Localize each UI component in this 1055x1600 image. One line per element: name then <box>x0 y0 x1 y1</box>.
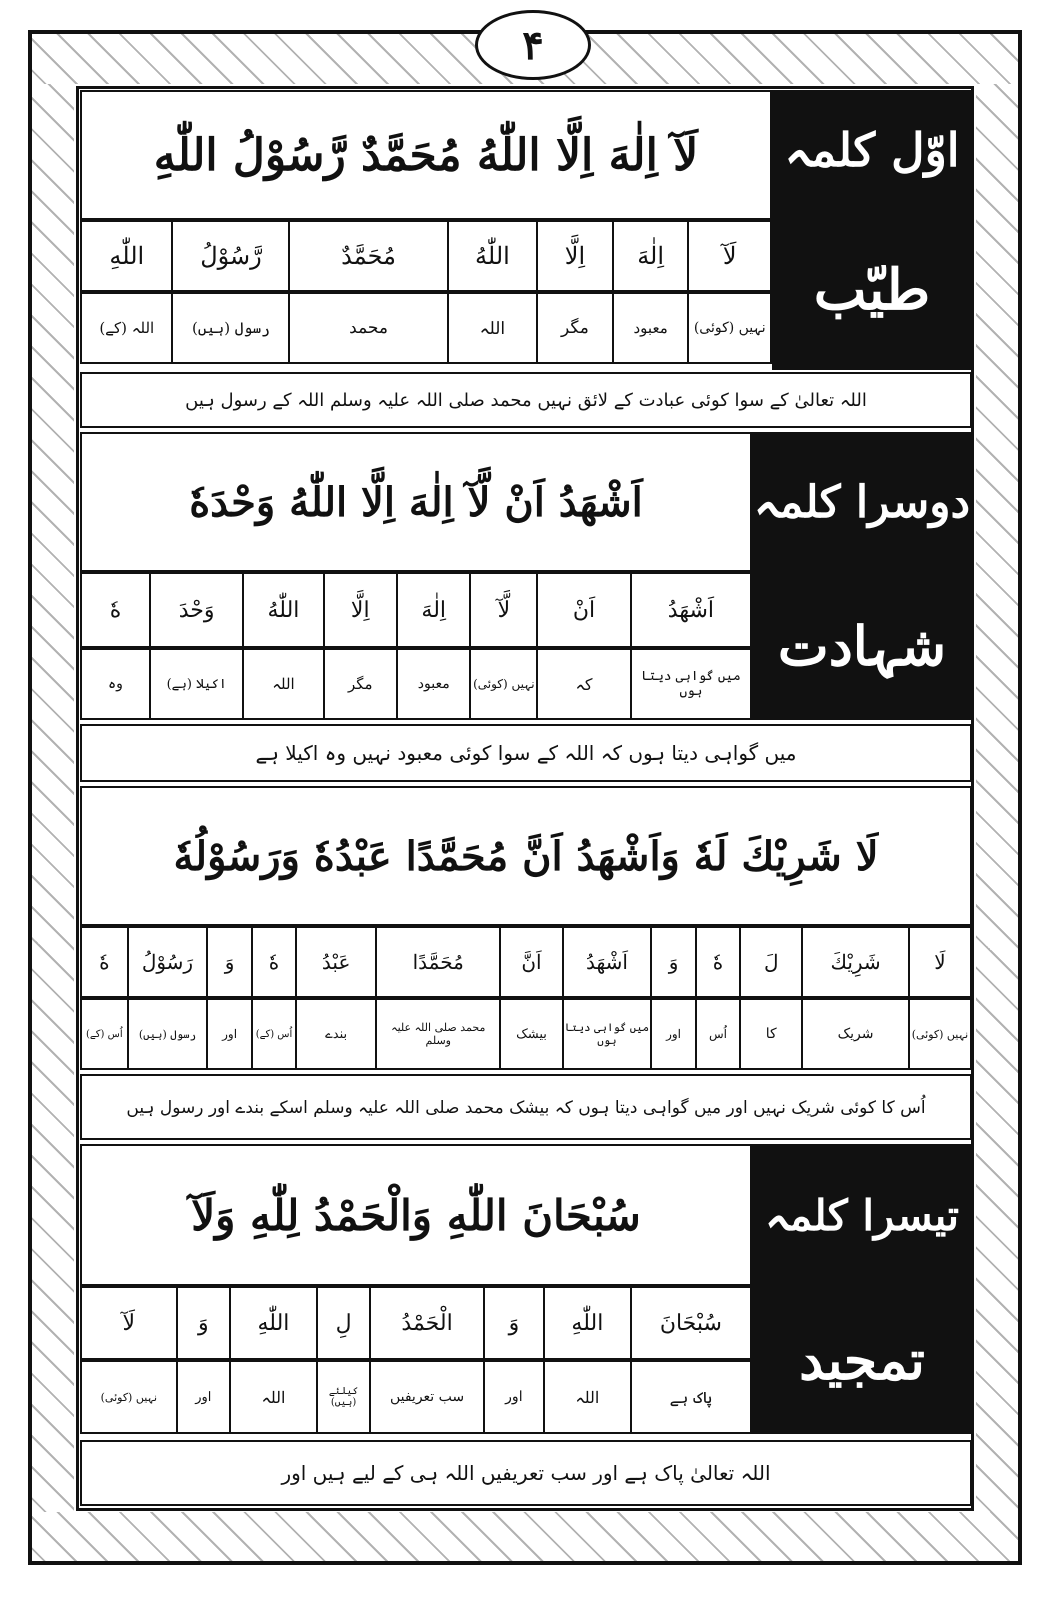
meaning-cell: میں گواہی دیتا ہوں <box>630 650 750 718</box>
word-cell: اللّٰهُ <box>447 222 536 290</box>
meaning-cell: نہیں (کوئی) <box>687 294 770 362</box>
kalima2-translation-line1: میں گواہی دیتا ہوں کہ اللہ کے سوا کوئی معبود نہیں وہ اکیلا ہے <box>80 724 972 782</box>
meaning-cell: اور <box>176 1362 229 1432</box>
meaning-cell: نہیں (کوئی) <box>100 1390 158 1404</box>
word-cell: سُبْحَانَ <box>630 1288 750 1358</box>
word-cell: وَ <box>650 928 694 996</box>
kalima2-arabic-line2: لَا شَرِيْكَ لَهٗ وَاَشْهَدُ اَنَّ مُحَمَّدًا عَبْدُهٗ وَرَسُوْلُهٗ <box>80 786 972 926</box>
meaning-cell: مگر <box>323 650 396 718</box>
meaning-cell: اللہ <box>229 1362 316 1432</box>
meaning-cell: شریک <box>801 1000 908 1068</box>
word-cell: لَا <box>908 928 970 996</box>
meaning-cell: نہیں (کوئی) <box>469 650 536 718</box>
meaning-cell: معبود <box>612 294 688 362</box>
word-cell: وَ <box>483 1288 543 1358</box>
meaning-cell: محمد صلی اللہ علیہ وسلم <box>375 1000 499 1068</box>
meaning-cell: اللہ <box>447 294 536 362</box>
meaning-cell: پاک ہے <box>630 1362 750 1432</box>
word-cell: اِلَّا <box>536 222 612 290</box>
word-cell: وَحْدَ <box>149 574 243 646</box>
word-cell: اِلٰهَ <box>612 222 688 290</box>
meaning-cell: وہ <box>107 676 123 692</box>
meaning-cell: اور <box>483 1362 543 1432</box>
word-cell: وَ <box>176 1288 229 1358</box>
meaning-cell: اللہ <box>543 1362 630 1432</box>
page-number: ۴ <box>475 10 591 80</box>
word-cell: لَ <box>739 928 801 996</box>
word-cell: اَنَّ <box>499 928 561 996</box>
kalima1-title-label: اوّل کلمہ <box>772 90 972 210</box>
word-cell: مُحَمَّدًا <box>375 928 499 996</box>
word-cell: اللّٰهِ <box>229 1288 316 1358</box>
meaning-cell: اور <box>206 1000 250 1068</box>
meaning-cell: اُس (کے) <box>86 1028 123 1040</box>
word-cell: لَآ <box>122 1310 136 1336</box>
word-cell: اللّٰهِ <box>543 1288 630 1358</box>
kalima1-arabic: لَآ اِلٰهَ اِلَّا اللّٰهُ مُحَمَّدٌ رَّسُوْلُ اللّٰهِ <box>80 90 772 220</box>
meaning-cell: کہ <box>536 650 630 718</box>
word-cell: هٗ <box>251 928 295 996</box>
kalima1-word-row <box>80 220 772 292</box>
meaning-cell: اللہ <box>242 650 322 718</box>
meaning-cell: اُس <box>695 1000 739 1068</box>
word-cell: اِلٰهَ <box>396 574 469 646</box>
word-cell: اَشْهَدُ <box>630 574 750 646</box>
word-cell: اللّٰهِ <box>109 242 145 270</box>
kalima2-word-row2 <box>80 926 972 998</box>
kalima2-title-label: دوسرا کلمہ <box>752 432 972 572</box>
meaning-cell: مگر <box>536 294 612 362</box>
word-cell: اِلَّا <box>323 574 396 646</box>
word-cell: شَرِيْكَ <box>801 928 908 996</box>
meaning-cell: رسول (ہیں) <box>127 1000 207 1068</box>
word-cell: اَنْ <box>536 574 630 646</box>
meaning-cell: اُس (کے) <box>251 1000 295 1068</box>
word-cell: لَّآ <box>469 574 536 646</box>
word-cell: لِ <box>316 1288 369 1358</box>
kalima1-meaning-row <box>80 292 772 364</box>
meaning-cell: اکیلا (ہے) <box>149 650 243 718</box>
word-cell: وَ <box>206 928 250 996</box>
meaning-cell: رسول (ہیں) <box>171 294 288 362</box>
meaning-cell: سب تعریفیں <box>369 1362 483 1432</box>
kalima1-translation: اللہ تعالیٰ کے سوا کوئی عبادت کے لائق نہیں محمد صلی اللہ علیہ وسلم اللہ کے رسول ہیں <box>80 372 972 428</box>
kalima3-title-label: تیسرا کلمہ <box>752 1144 972 1286</box>
word-cell: هٗ <box>99 950 110 974</box>
meaning-cell: میں گواہی دیتا ہوں <box>562 1000 651 1068</box>
kalima2-arabic-line1: اَشْهَدُ اَنْ لَّآ اِلٰهَ اِلَّا اللّٰهُ وَحْدَهٗ <box>80 432 752 572</box>
word-cell: رَّسُوْلُ <box>171 222 288 290</box>
kalima2-meaning-row2 <box>80 998 972 1070</box>
meaning-cell: اللہ (کے) <box>99 319 155 337</box>
kalima3-arabic: سُبْحَانَ اللّٰهِ وَالْحَمْدُ لِلّٰهِ وَلَآ <box>80 1144 752 1286</box>
kalima2-meaning-row1 <box>80 648 752 720</box>
meaning-cell: بندے <box>295 1000 375 1068</box>
meaning-cell: محمد <box>288 294 446 362</box>
kalima2-word-row1 <box>80 572 752 648</box>
meaning-cell: کا <box>739 1000 801 1068</box>
kalima2-sub-label: شہادت <box>752 572 972 720</box>
kalima2-translation-line2: اُس کا کوئی شریک نہیں اور میں گواہی دیتا ہوں کہ بیشک محمد صلی اللہ علیہ وسلم اسکے بندے اور رسول ہیں <box>80 1074 972 1140</box>
meaning-cell: معبود <box>396 650 469 718</box>
word-cell: هٗ <box>109 597 122 623</box>
kalima1-sub-label: طیّب <box>772 210 972 370</box>
word-cell: هٗ <box>695 928 739 996</box>
kalima3-sub-label: تمجید <box>752 1286 972 1434</box>
word-cell: لَآ <box>687 222 770 290</box>
word-cell: اَشْهَدُ <box>562 928 651 996</box>
word-cell: رَسُوْلُ <box>127 928 207 996</box>
word-cell: اللّٰهُ <box>242 574 322 646</box>
word-cell: عَبْدُ <box>295 928 375 996</box>
meaning-cell: بیشک <box>499 1000 561 1068</box>
meaning-cell: نہیں (کوئی) <box>908 1000 970 1068</box>
word-cell: الْحَمْدُ <box>369 1288 483 1358</box>
meaning-cell: اور <box>650 1000 694 1068</box>
meaning-cell: کیلئے (ہیں) <box>316 1362 369 1432</box>
kalima3-meaning-row <box>80 1360 752 1434</box>
kalima3-translation: اللہ تعالیٰ پاک ہے اور سب تعریفیں اللہ ہی کے لیے ہیں اور <box>80 1440 972 1506</box>
kalima3-word-row <box>80 1286 752 1360</box>
word-cell: مُحَمَّدٌ <box>288 222 446 290</box>
